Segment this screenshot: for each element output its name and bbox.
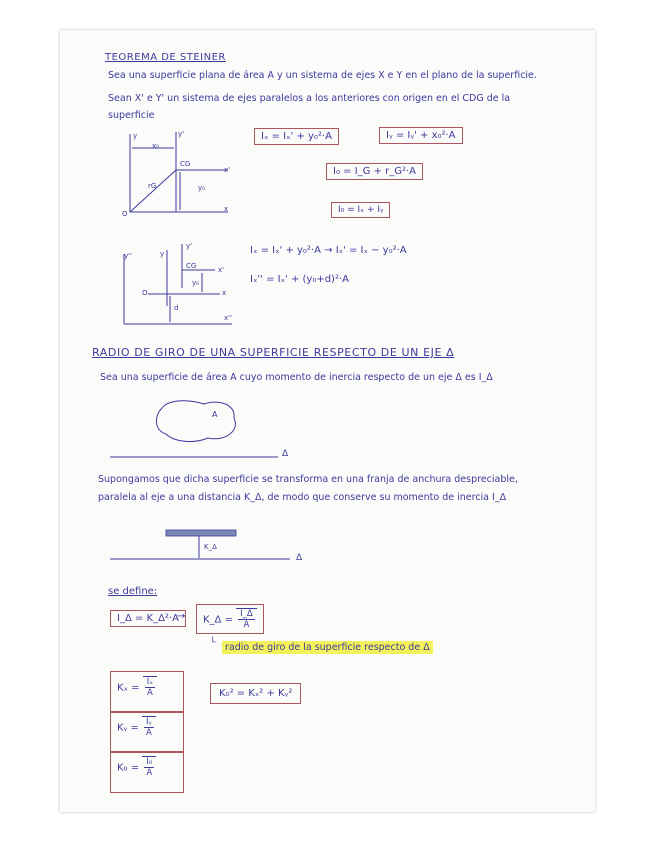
arrow-to-ka: →: [177, 611, 186, 622]
steiner-diagram-2: [120, 240, 240, 328]
fig1-y-label: y: [133, 132, 138, 140]
steiner-diagram-1: [118, 128, 238, 223]
ky-den: A: [145, 728, 152, 738]
fig2-xpp-label: x'': [224, 314, 232, 322]
axis-delta-label: Δ: [282, 449, 289, 459]
ko-num: I₀: [146, 757, 153, 767]
highlight-arrow: └: [210, 638, 216, 648]
fig1-yp-label: y': [178, 130, 185, 138]
steiner-eq-2: Iₓ'' = Iₓ' + (y₀+d)²·A: [250, 274, 349, 285]
define-label: se define:: [108, 586, 158, 597]
steiner-line-1: Sea una superficie plana de área A y un sistema de ejes X e Y en el plano de la superficie.: [108, 70, 537, 81]
ko-left: K₀ =: [117, 762, 140, 774]
fig1-y0-label: y₀: [198, 184, 205, 192]
ka-num: I_Δ: [240, 609, 253, 619]
box-steiner-ix: Iₓ = Iₓ' + y₀²·A: [254, 128, 339, 145]
fig2-yp-label: y': [186, 242, 193, 250]
highlight-definition: radio de giro de la superficie respecto de Δ: [222, 641, 433, 654]
fig1-r-label: rG: [148, 182, 157, 190]
fig2-d-label: d: [174, 304, 179, 312]
fig2-y-label: y: [160, 250, 165, 258]
area-blob-sketch: [152, 396, 242, 446]
strip-diagram: [110, 528, 295, 564]
fig2-o-label: O: [142, 289, 148, 297]
steiner-title: TEOREMA DE STEINER: [105, 52, 226, 63]
fig1-cg-label: CG: [180, 160, 191, 168]
box-ia: I_Δ = K_Δ²·A: [110, 610, 186, 627]
ka-sqrt: [236, 608, 257, 630]
box-steiner-iy: Iᵧ = Iᵧ' + x₀²·A: [379, 127, 463, 144]
giro-line-3: paralela al eje a una distancia K_Δ, de modo que conserve su momento de inercia I_Δ: [98, 492, 507, 503]
box-ka: [196, 604, 264, 634]
blob-area-label: A: [212, 410, 218, 419]
steiner-eq-1: Iₓ = Iₓ' + y₀²·A → Iₓ' = Iₓ − y₀²·A: [250, 245, 407, 256]
fig1-x0-label: x₀: [152, 142, 159, 150]
strip-k-label: K_Δ: [204, 543, 217, 551]
fig2-xp-label: x': [218, 266, 225, 274]
giro-line-1: Sea una superficie de área A cuyo momento de inercia respecto de un eje Δ es I_Δ: [100, 372, 493, 383]
fig1-o-label: O: [122, 210, 128, 218]
steiner-line-2: Sean X' e Y' un sistema de ejes paralelos a los anteriores con origen en el CDG de la: [108, 93, 511, 104]
fig2-ypp-label: y'': [124, 252, 132, 260]
ka-den: A: [243, 620, 250, 630]
ka-left: K_Δ =: [203, 614, 233, 626]
axis-delta-line: [110, 454, 280, 460]
box-ky: [110, 711, 184, 753]
steiner-line-3: superficie: [108, 110, 155, 121]
fig2-x-label: x: [222, 289, 227, 297]
fig1-x-label: x: [224, 205, 229, 213]
ky-left: Kᵧ =: [117, 722, 139, 734]
box-ko: [110, 751, 184, 793]
fig1-xp-label: x': [224, 166, 231, 174]
box-ko-squared: K₀² = Kₓ² + Kᵧ²: [210, 683, 301, 704]
box-steiner-io: I₀ = I_G + r_G²·A: [326, 163, 423, 180]
box-kx: [110, 671, 184, 713]
axis-delta-label-2: Δ: [296, 553, 303, 563]
giro-line-2: Supongamos que dicha superficie se transforma en una franja de anchura despreciable,: [98, 474, 518, 485]
giro-title: RADIO DE GIRO DE UNA SUPERFICIE RESPECTO DE UN EJE Δ: [92, 346, 455, 359]
kx-num: Iₓ: [146, 677, 154, 687]
ky-num: Iᵧ: [146, 717, 152, 727]
kx-left: Kₓ =: [117, 682, 140, 694]
fig2-cg-label: CG: [186, 262, 197, 270]
ko-den: A: [146, 768, 153, 778]
kx-den: A: [146, 688, 153, 698]
box-steiner-io2: I₀ = Iₓ + Iᵧ: [331, 202, 390, 218]
fig2-y0-label: y₀: [192, 279, 199, 287]
